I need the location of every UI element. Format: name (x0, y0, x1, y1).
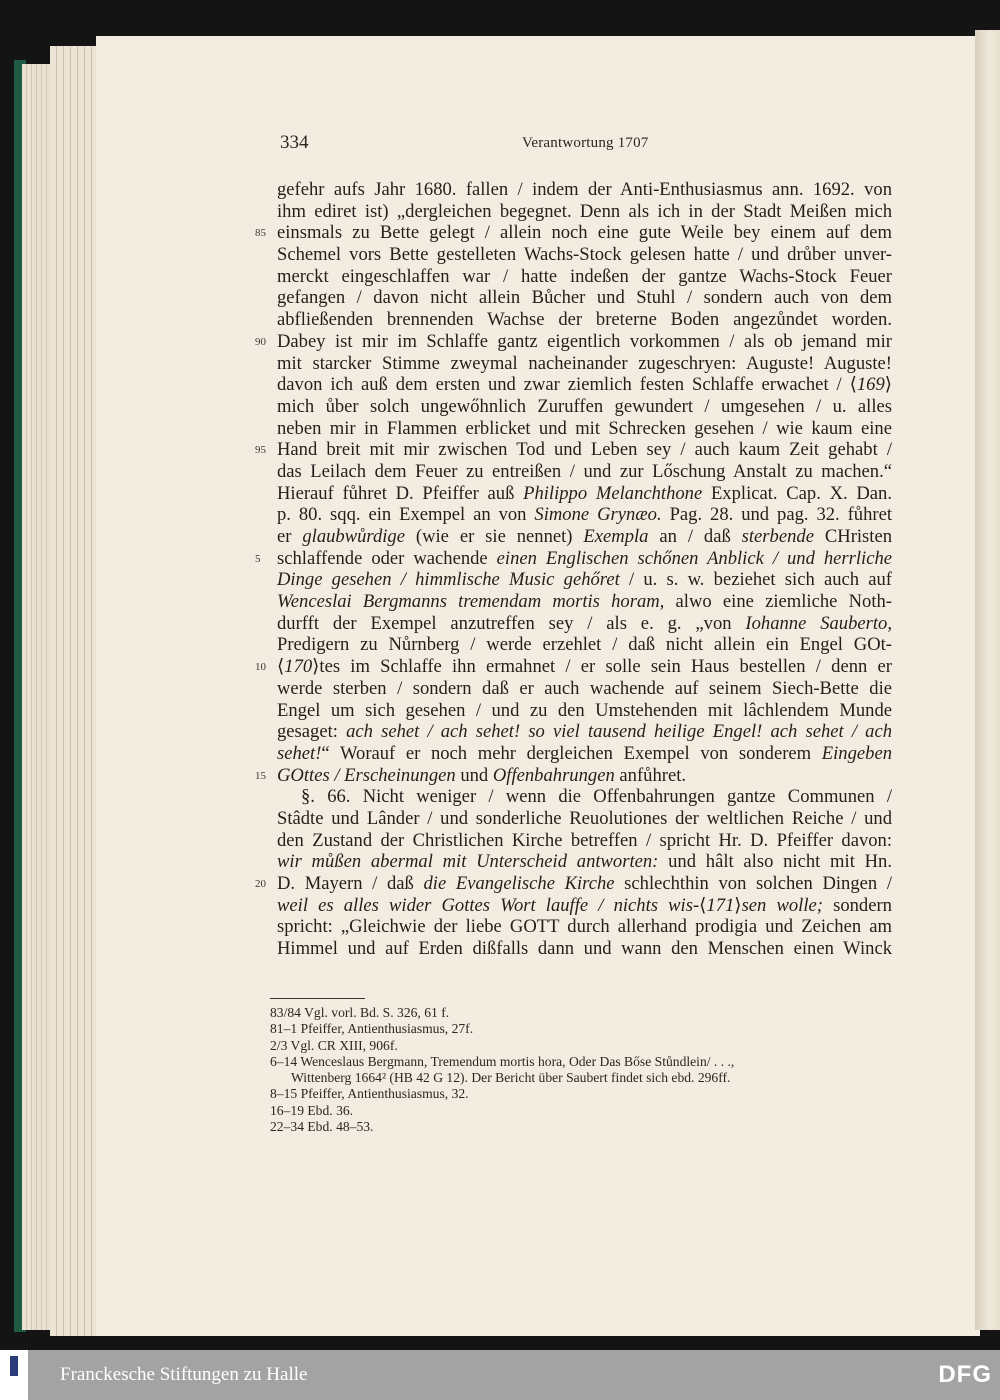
footnote (270, 1021, 810, 1037)
text-line (277, 591, 892, 613)
page-number: 334 (280, 132, 309, 153)
text-segment: CHristen (813, 526, 892, 547)
text-line (277, 396, 892, 418)
text-line (277, 569, 892, 591)
text-line (255, 873, 893, 895)
text-line (277, 526, 892, 548)
line-number: 5 (255, 552, 261, 565)
text-segment: ⟩ (884, 374, 892, 396)
footnote-text: 8–15 Pfeiffer, Antienthusiasmus, 32. (270, 1086, 469, 1102)
text-line (277, 786, 892, 808)
main-text (255, 179, 893, 960)
text-line (277, 287, 892, 309)
text-segment: ⟨ (699, 894, 707, 916)
text-segment: gefehr aufs Jahr 1680. fallen / indem der Anti-Enthusiasmus ann. 1692. von (277, 179, 892, 200)
text-segment: abfließenden brennenden Wachse der breterne Boden angezůndet worden. (277, 309, 892, 331)
text-line (255, 656, 892, 678)
text-segment: Explicat. Cap. X. Dan. (702, 482, 892, 504)
text-segment: ⟩tes im Schlaffe ihn ermahnet / er solle sein Haus bestellen / denn er (312, 656, 892, 678)
text-segment: den Zustand der Christlichen Kirche betreffen / spricht Hr. D. Pfeiffer davon: (277, 829, 892, 851)
italic-text: Eingeben (821, 742, 892, 764)
text-segment: Himmel und auf Erden dißfalls dann und wann den Menschen einen Winck (277, 938, 892, 960)
footer-bar (0, 1350, 1000, 1400)
text-line (255, 764, 892, 787)
italic-text: Philippo Melanchthone (523, 482, 703, 504)
footnote-text: 16–19 Ebd. 36. (270, 1102, 354, 1118)
text-line (277, 678, 892, 700)
text-line (277, 808, 892, 830)
text-segment: gesaget: (277, 721, 347, 743)
text-line (255, 547, 892, 570)
text-line (277, 851, 892, 873)
text-line (277, 374, 892, 396)
text-line (277, 743, 892, 765)
italic-text: 171 (706, 894, 735, 916)
italic-text: 170 (284, 656, 313, 678)
text-segment: Pag. 28. und pag. 32. fůhret (661, 504, 893, 526)
text-segment: §. 66. Nicht weniger / wenn die Offenbahrungen gantze Communen / (301, 786, 892, 808)
text-segment: und hâlt also nicht mit Hn. (658, 851, 892, 873)
institution-logo[interactable] (0, 1350, 28, 1400)
text-line (255, 439, 892, 461)
text-line (277, 461, 892, 483)
italic-text: Offenbahrungen (492, 764, 615, 786)
text-segment: werde sterben / sondern daß er auch wachende auf seinem Siech-Bette die (277, 677, 892, 699)
text-line (277, 244, 892, 266)
italic-text: ach sehet / ach sehet! so viel tausend heilige Engel! ach sehet / ach (346, 721, 892, 743)
footnote-text: 2/3 Vgl. CR XIII, 906f. (270, 1037, 398, 1053)
text-segment: gefangen / davon nicht allein Bůcher und Stuhl / sondern auch von dem (277, 287, 892, 309)
page-stack (50, 46, 100, 1336)
text-segment: (wie er sie nennet) (404, 526, 584, 547)
text-segment: anfůhret. (614, 764, 687, 786)
italic-text: Simone Grynæo. (534, 504, 662, 526)
italic-text: GOttes / Erscheinungen (277, 764, 456, 786)
footnote-text: 81–1 Pfeiffer, Antienthusiasmus, 27f. (270, 1021, 474, 1037)
text-segment: durfft der Exempel anzutreffen sey / als e. g. „von (277, 612, 746, 634)
footnote-text: 22–34 Ebd. 48–53. (270, 1119, 374, 1135)
italic-text: 169 (856, 374, 885, 396)
footnote (270, 1119, 810, 1135)
italic-text: sen wolle; (741, 894, 823, 916)
footnote-text: 6–14 Wenceslaus Bergmann, Tremendum mortis hora, Oder Das Bőse Stůndlein/ . . ., (270, 1053, 735, 1069)
text-line (277, 483, 892, 505)
footnotes (270, 1005, 810, 1135)
text-line (277, 700, 892, 722)
line-number: 15 (255, 769, 266, 782)
footnote-text: 83/84 Vgl. vorl. Bd. S. 326, 61 f. (270, 1005, 450, 1020)
text-segment: D. Mayern / daß (277, 873, 424, 894)
text-line (255, 330, 892, 353)
line-number: 90 (255, 335, 266, 348)
text-segment: Predigern zu Nůrnberg / werde erzehlet / daß nicht allein ein Engel GOt- (277, 634, 892, 656)
line-number: 85 (255, 227, 266, 240)
italic-text: glaubwůrdige (302, 526, 405, 547)
line-number: 20 (255, 878, 266, 890)
text-segment: spricht: „Gleichwie der liebe GOTT durch allerhand prodigia und Zeichen am (277, 916, 892, 938)
text-segment: neben mir in Flammen erblicket und mit Schrecken gesehen / wie kaum eine (277, 417, 892, 439)
italic-text: die Evangelische Kirche (423, 873, 615, 894)
footnote (270, 1005, 810, 1021)
italic-text: Dinge gesehen / himmlische Music gehőret (277, 569, 620, 591)
text-line (277, 353, 892, 375)
footnote (270, 1103, 810, 1119)
italic-text: sehet! (277, 742, 322, 764)
institution-name[interactable]: Franckesche Stiftungen zu Halle (60, 1364, 308, 1385)
footnote (270, 1086, 810, 1102)
text-segment: / u. s. w. beziehet sich auch auf (619, 569, 892, 591)
footnote (270, 1054, 810, 1087)
text-segment: davon ich auß dem ersten und zwar ziemlich festen Schlaffe erwachet / ⟨ (277, 374, 857, 396)
text-line (255, 222, 892, 244)
italic-text: Iohanne Sauberto, (745, 612, 892, 634)
italic-text: weil es alles wider Gottes Wort lauffe / nichts wis- (277, 894, 700, 916)
text-segment: einsmals zu Bette gelegt / allein noch eine gute Weile bey einem auf dem (277, 222, 892, 244)
text-segment: und (455, 764, 493, 786)
italic-text: Wenceslai Bergmanns tremendam mortis horam, (277, 591, 665, 613)
book-gutter (975, 30, 1000, 1330)
text-line (277, 938, 892, 960)
text-line (277, 634, 892, 656)
text-segment: Hand breit mit mir zwischen Tod und Leben sey / auch kaum Zeit gehabt / (277, 439, 892, 461)
text-segment: schlechthin von solchen Dingen / (614, 873, 893, 894)
text-segment: schlaffende oder wachende (277, 547, 497, 569)
footnote-rule (270, 998, 365, 999)
text-line (277, 830, 892, 852)
italic-text: sterbende (741, 526, 814, 547)
text-segment: Engel um sich gesehen / und zu den Umstehenden mit lâchlendem Munde (277, 699, 892, 721)
text-segment: merckt eingeschlaffen war / hatte indeßen der gantze Wachs-Stock Feuer (277, 265, 892, 287)
text-line (277, 418, 892, 440)
text-line (277, 309, 892, 331)
text-segment: sondern (822, 894, 892, 916)
text-line (277, 504, 892, 526)
line-number: 10 (255, 661, 266, 674)
dfg-logo[interactable]: DFG (938, 1361, 992, 1388)
text-segment: er (277, 526, 303, 547)
text-segment: p. 80. sqq. ein Exempel an von (277, 504, 535, 526)
text-line (277, 721, 892, 743)
text-line (277, 179, 892, 201)
footnote-continuation: Wittenberg 1664² (HB 42 G 12). Der Bericht über Saubert findet sich ebd. 296ff. (291, 1070, 731, 1086)
text-line (277, 266, 892, 288)
text-line (277, 613, 892, 635)
running-title: Verantwortung 1707 (522, 135, 649, 151)
text-line (277, 895, 892, 917)
text-line (277, 916, 892, 938)
logo-figure-icon (10, 1356, 18, 1376)
text-segment: an / daß (648, 526, 742, 547)
text-segment: Dabey ist mir im Schlaffe gantz eigentlich vorkommen / als ob jemand mir (277, 330, 892, 352)
text-line (277, 201, 892, 223)
text-segment: ⟨ (277, 656, 285, 678)
text-segment: “ Worauf er noch mehr dergleichen Exempel von sonderem (321, 742, 822, 764)
text-segment: das Leilach dem Feuer zu entreißen / und zur Lőschung Anstalt zu machen.“ (277, 460, 892, 482)
italic-text: wir můßen abermal mit Unterscheid antworten: (277, 851, 659, 873)
line-number: 95 (255, 444, 266, 457)
text-segment: Hierauf fůhret D. Pfeiffer auß (277, 482, 524, 504)
text-segment: ihm ediret ist) „dergleichen begegnet. Denn als ich in der Stadt Meißen mich (277, 200, 892, 222)
italic-text: Exempla (583, 526, 649, 547)
italic-text: einen Englischen schőnen Anblick / und herrliche (496, 547, 892, 569)
text-segment: Stâdte und Lânder / und sonderliche Reuolutiones der weltlichen Reiche / und (277, 807, 892, 829)
text-segment: Schemel vors Bette gestelleten Wachs-Stock gelesen hatte / und drůber unver- (277, 244, 892, 266)
text-segment: mit starcker Stimme zweymal nacheinander zugeschryen: Auguste! Auguste! (277, 352, 892, 374)
footnote (270, 1038, 810, 1054)
text-segment: ⟩ (734, 894, 742, 916)
text-segment: alwo eine ziemliche Noth- (664, 591, 893, 613)
text-segment: mich ůber solch ungewőhnlich Zuruffen gewundert / umgesehen / u. alles (277, 395, 892, 417)
